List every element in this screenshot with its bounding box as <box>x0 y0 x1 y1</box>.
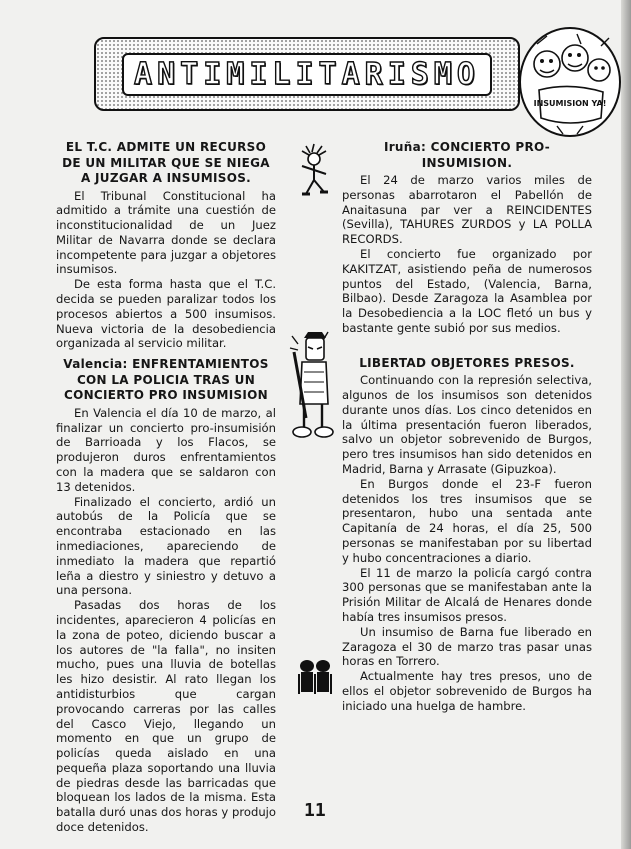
article-paragraph: Continuando con la represión selectiva, algunos de los insumisos son detenidos durante unos días. Los cinco detenidos en la última presentación fueron liberados, salvo un objetor sobrevenido de Burgos, pero tres insumisos han sido detenidos en Madrid, Barna y Arrasate (Gipuzkoa). <box>342 373 592 477</box>
page-title: ANTIMILITARISMO <box>134 56 480 92</box>
logo-text: INSUMISION YA! <box>533 99 607 108</box>
article-tc <box>56 140 276 351</box>
article-paragraph: Pasadas dos horas de los incidentes, aparecieron 4 policías en la zona de poteo, diciendo buscar a los autores de "la falla", no insiten mucho, pues una lluvia de botellas les hizo desistir. Al rato llegan los antidisturbios que cargan provocando carreras por las calles del Casco Viejo, llegando un momento en que un grupo de policías queda aislado en una pequeña plaza soportando una lluvia de piedras desde las barricadas que bloquean los lados de la misma. Esta batalla duró unas dos horas y produjo doce detenidos. <box>56 598 276 835</box>
punk-figure-illustration <box>292 142 336 198</box>
title-banner <box>94 37 520 111</box>
article-paragraph: En Burgos donde el 23-F fueron detenidos los tres insumisos que se presentaron, hubo una sentada ante Capitanía de 24 horas, el día 25, 500 personas se manifestaban por su libertad y hubo concentraciones a diario. <box>342 476 592 565</box>
article-paragraph: En Valencia el día 10 de marzo, al finalizar un concierto pro-insumisión de Barrioada y los Flacos, se produjeron duros enfrentamientos con la madera que se saldaron con 13 detenidos. <box>56 405 276 494</box>
article-libertad <box>342 356 592 714</box>
article-paragraph: Finalizado el concierto, ardió un autobús de la Policía que se encontraba estacionado en las inmediaciones, apareciendo de inmediato la madera que repartió leña a diestro y siniestro y detuvo a una persona. <box>56 494 276 598</box>
article-paragraph: El Tribunal Constitucional ha admitido a trámite una cuestión de inconstitucionalidad de un Juez Militar de Navarra donde se declara incompetente para juzgar a objetores insumisos. <box>56 188 276 277</box>
title-frame <box>122 53 492 96</box>
page-number: 11 <box>304 800 326 821</box>
article-paragraph: Actualmente hay tres presos, uno de ellos el objetor sobrevenido de Burgos ha iniciado una huelga de hambre. <box>342 669 592 713</box>
left-column <box>56 140 276 835</box>
article-valencia <box>56 357 276 835</box>
right-column <box>342 140 592 714</box>
soldier-illustration <box>286 322 340 442</box>
article-headline: LIBERTAD OBJETORES PRESOS. <box>359 355 575 370</box>
article-headline: Valencia: ENFRENTAMIENTOS CON LA POLICIA TRAS UN CONCIERTO PRO INSUMISION <box>63 357 269 403</box>
article-paragraph: Un insumiso de Barna fue liberado en Zaragoza el 30 de marzo tras pasar unas horas en Torrero. <box>342 624 592 669</box>
article-paragraph: El 11 de marzo la policía cargó contra 300 personas que se manifestaban ante la Prisión Militar de Alcalá de Henares donde había tres insumisos presos. <box>342 565 592 625</box>
insumision-logo <box>517 22 623 138</box>
article-paragraph: El 24 de marzo varios miles de personas abarrotaron el Pabellón de Anaitasuna par ver a REINCIDENTES (Sevilla), TAHURES ZURDOS y LA POLLA RECORDS. <box>342 173 592 247</box>
article-headline: EL T.C. ADMITE UN RECURSO DE UN MILITAR QUE SE NIEGA A JUZGAR A INSUMISOS. <box>62 140 270 185</box>
article-paragraph: De esta forma hasta que el T.C. decida se pueden paralizar todos los procesos abiertos a 500 insumisos. Nueva victoria de la desobediencia organizada al servicio militar. <box>56 277 276 351</box>
article-iruna <box>342 140 592 336</box>
article-paragraph: El concierto fue organizado por KAKITZAT, asistiendo peña de numerosos puntos del Estado, (Valencia, Barna, Bilbao). Desde Zaragoza la Asamblea por la Desobediencia a la LOC fletó un bus y bastante gente subió por sus medios. <box>342 246 592 335</box>
article-headline: Iruña: CONCIERTO PRO-INSUMISION. <box>383 140 551 170</box>
prisoners-illustration <box>296 656 334 696</box>
